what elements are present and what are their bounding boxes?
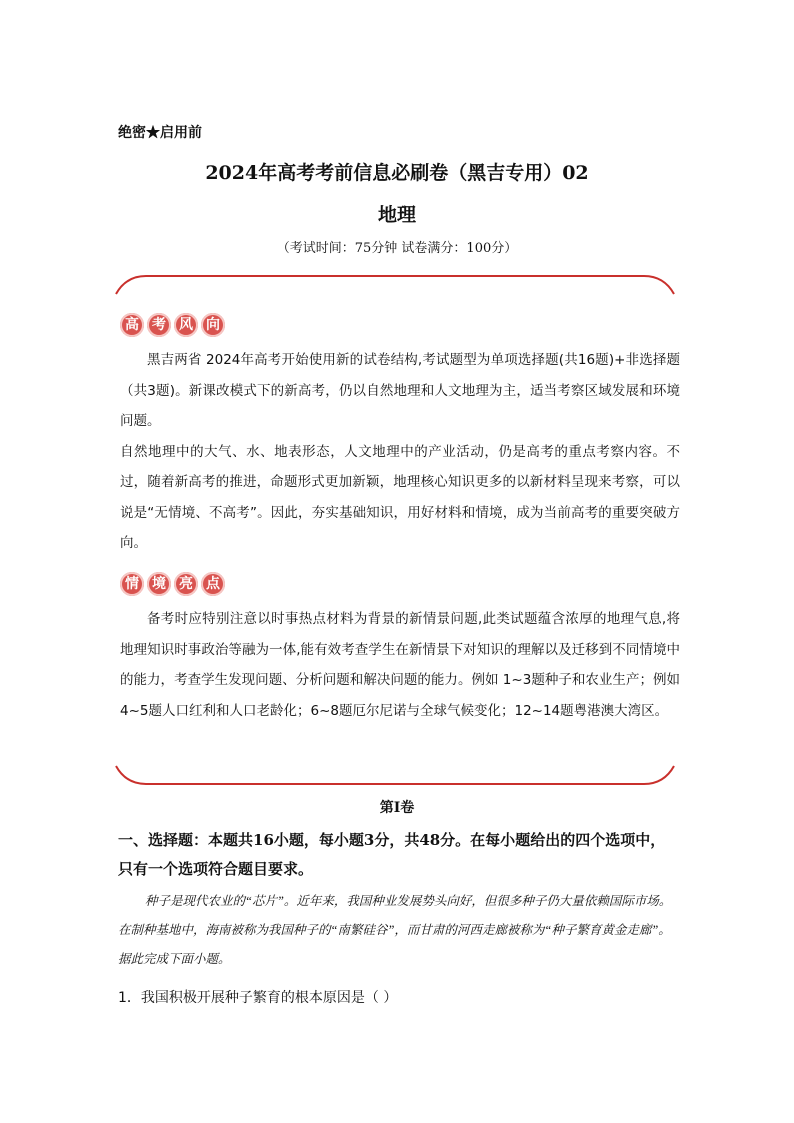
section-heading: 一、选择题：本题共16小题，每小题3分，共48分。在每小题给出的四个选项中，只有一个选项符合题目要求。: [118, 831, 666, 878]
paper-title: 2024年高考考前信息必刷卷（黑吉专用）02: [205, 162, 589, 184]
highlight-text: [120, 604, 680, 726]
question-1: 1．我国积极开展种子繁育的根本原因是（ ）: [118, 990, 398, 1006]
badge-char: 向: [201, 313, 225, 337]
badge-char: 情: [120, 572, 144, 596]
material-text: 种子是现代农业的“芯片”。近年来，我国种业发展势头向好，但很多种子仍大量依赖国际市场。在制种基地中，海南被称为我国种子的“南繁硅谷”，而甘肃的河西走廊被称为“种子繁育黄金走廊”。据此完成下面小题。: [118, 894, 672, 966]
confidential-label: 绝密★启用前: [118, 125, 202, 141]
trend-paragraph-1: 黑吉两省 2024年高考开始使用新的试卷结构,考试题型为单项选择题(共16题)+非选择题（共3题)。新课改模式下的新高考，仍以自然地理和人文地理为主，适当考察区域发展和环境问题。: [120, 352, 680, 429]
badge-char: 点: [201, 572, 225, 596]
trend-text: [120, 345, 680, 559]
volume-label: 第Ⅰ卷: [379, 800, 415, 816]
highlight-badge: [120, 572, 225, 598]
badge-char: 亮: [174, 572, 198, 596]
trend-paragraph-2: 自然地理中的大气、水、地表形态，人文地理中的产业活动，仍是高考的重点考察内容。不过，随着新高考的推进，命题形式更加新颖，地理核心知识更多的以新材料呈现来考察，可以说是“无情境、不高考”。因此，夯实基础知识，用好材料和情境，成为当前高考的重要突破方向。: [120, 443, 680, 551]
badge-char: 风: [174, 313, 198, 337]
badge-char: 境: [147, 572, 171, 596]
badge-char: 考: [147, 313, 171, 337]
highlight-paragraph: 备考时应特别注意以时事热点材料为背景的新情景问题,此类试题蕴含浓厚的地理气息,将地理知识时事政治等融为一体,能有效考查学生在新情景下对知识的理解以及迁移到不同情境中的能力，考查学生发现问题、分析问题和解决问题的能力。例如 1~3题种子和农业生产；例如4~5题人口红利和人口老龄化；6~8题厄尔尼诺与全球气候变化；12~14题粤港澳大湾区。: [120, 611, 680, 719]
trend-badge: [120, 313, 225, 339]
exam-info: （考试时间：75分钟 试卷满分：100分）: [276, 241, 518, 256]
badge-char: 高: [120, 313, 144, 337]
subject-title: 地理: [377, 204, 416, 226]
question-material: [118, 887, 678, 974]
